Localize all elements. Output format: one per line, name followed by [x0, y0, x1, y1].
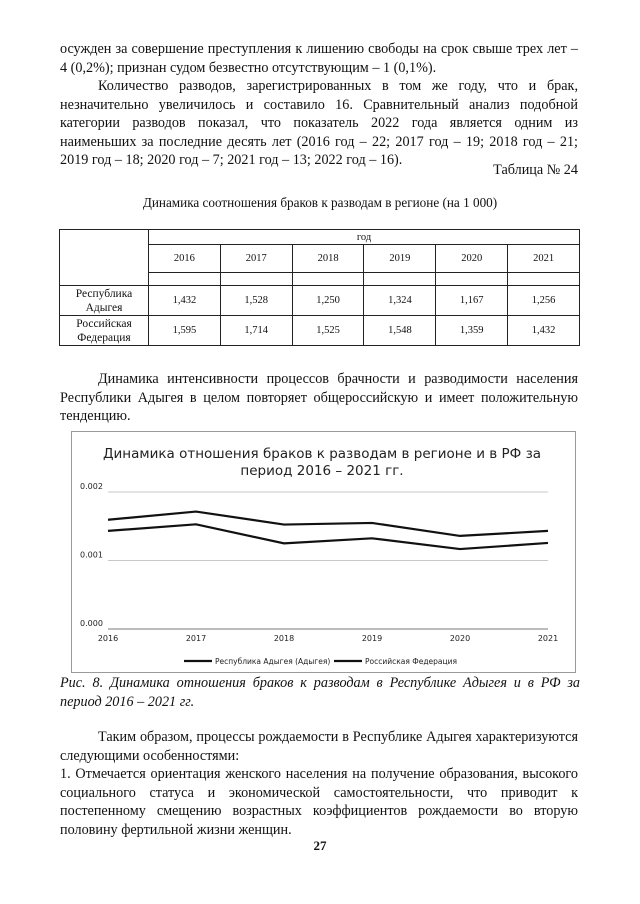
empty-cell	[436, 273, 508, 286]
table-number: Таблица № 24	[493, 162, 578, 178]
table-cell: 1,432	[149, 286, 221, 316]
table-cell: 1,528	[220, 286, 292, 316]
year-header: 2018	[292, 245, 364, 273]
table-cell: 1,595	[149, 316, 221, 346]
chart-svg	[72, 432, 575, 672]
page-number: 27	[313, 838, 327, 853]
series-line-2	[108, 512, 548, 536]
paragraph-dynamics: Динамика интенсивности процессов брачности и разводимости населения Республики Адыгея в целом повторяет общероссийскую и имеет положительную тенденцию.	[60, 371, 578, 425]
legend-label: Российская Федерация	[365, 657, 457, 666]
x-tick-label: 2020	[449, 634, 471, 643]
row-label: Республика Адыгея	[60, 286, 149, 316]
figure-caption: Рис. 8. Динамика отношения браков к разводам в Республике Адыгея и в РФ за период 2016 – 2021 гг.	[60, 675, 580, 710]
x-tick-label: 2019	[361, 634, 383, 643]
y-tick-label: 0.001	[80, 550, 103, 560]
row-label: Российская Федерация	[60, 316, 149, 346]
table-cell: 1,256	[508, 286, 580, 316]
line-chart	[71, 431, 576, 673]
table-cell: 1,714	[220, 316, 292, 346]
y-tick-label: 0.002	[80, 482, 103, 491]
year-header: 2021	[508, 245, 580, 273]
table-group-header: год	[149, 230, 580, 245]
x-tick-label: 2017	[185, 634, 207, 643]
table-row	[60, 316, 580, 346]
table-title: Динамика соотношения браков к разводам в регионе (на 1 000)	[142, 195, 498, 210]
paragraph-conclusions	[60, 728, 578, 840]
x-tick-label: 2021	[537, 634, 559, 643]
table-row	[60, 286, 580, 316]
year-header: 2019	[364, 245, 436, 273]
empty-cell	[364, 273, 436, 286]
x-tick-label: 2016	[97, 634, 119, 643]
table-cell: 1,525	[292, 316, 364, 346]
year-header: 2017	[220, 245, 292, 273]
table-cell: 1,167	[436, 286, 508, 316]
marriage-divorce-table	[59, 229, 580, 346]
empty-cell	[220, 273, 292, 286]
legend-label: Республика Адыгея (Адыгея)	[215, 657, 331, 666]
year-header: 2016	[149, 245, 221, 273]
chart-title: Динамика отношения браков к разводам в регионе и в РФ за период 2016 – 2021 гг.	[102, 446, 542, 479]
paragraph-divorces: Количество разводов, зарегистрированных в том же году, что и брак, незначительно увеличилось и составило 16. Сравнительный анализ подобной категории разводов показал, что показатель 2022 года является одним из наименьших за последние десять лет (2016 год – 22; 2017 год – 19; 2018 год – 21; 2019 год – 18; 2020 год – 7; 2021 год – 13; 2022 год – 16).	[60, 78, 578, 169]
table-cell: 1,250	[292, 286, 364, 316]
table-cell: 1,324	[364, 286, 436, 316]
series-line-1	[108, 524, 548, 549]
y-tick-label: 0.000	[80, 619, 103, 628]
table-cell: 1,359	[436, 316, 508, 346]
conclusion-intro: Таким образом, процессы рождаемости в Республике Адыгея характеризуются следующими особенностями:	[60, 729, 578, 764]
table-corner-cell	[60, 230, 149, 286]
empty-cell	[149, 273, 221, 286]
paragraph-sentence-continuation: осужден за совершение преступления к лишению свободы на срок свыше трех лет – 4 (0,2%); признан судом безвестно отсутствующим – 1 (0,1%).	[60, 41, 578, 76]
year-header: 2020	[436, 245, 508, 273]
conclusion-item-1: 1. Отмечается ориентация женского населения на получение образования, высокого социального статуса и экономической самостоятельности, что приводит к постепенному смещению возрастных коэффициентов рождаемости во вторую половину фертильной жизни женщин.	[60, 766, 578, 838]
empty-cell	[292, 273, 364, 286]
table-cell: 1,548	[364, 316, 436, 346]
x-tick-label: 2018	[273, 634, 295, 643]
table-cell: 1,432	[508, 316, 580, 346]
empty-cell	[508, 273, 580, 286]
